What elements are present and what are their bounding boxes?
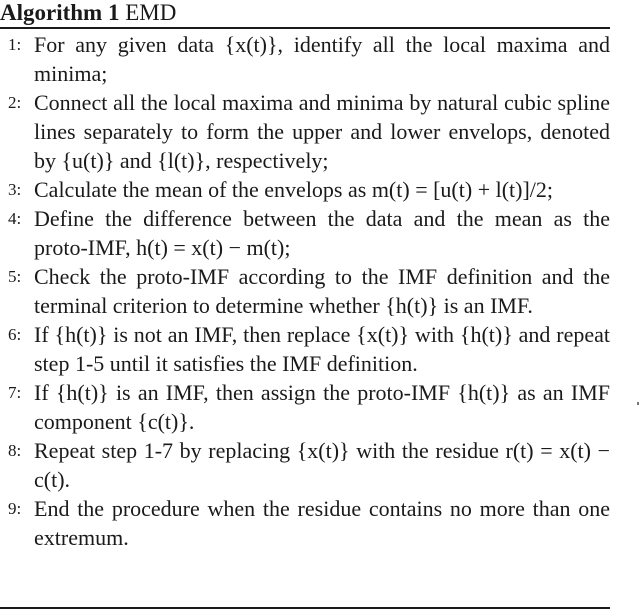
algorithm-step-3: [0, 175, 610, 204]
algorithm-block: [0, 0, 610, 29]
step-text: Define the difference between the data and the mean as the proto-IMF, h(t) = x(t) − m(t);: [34, 206, 610, 260]
step-number: 4 :: [8, 204, 21, 233]
page-edge-mark: [637, 402, 639, 405]
step-text: Calculate the mean of the envelops as m(t) = [u(t) + l(t)]/2;: [34, 177, 554, 202]
step-number: 3 :: [8, 175, 21, 204]
algorithm-step-9: [0, 494, 610, 552]
algorithm-label: Algorithm 1: [0, 0, 120, 25]
algorithm-step-7: [0, 378, 610, 436]
step-text: If {h(t)} is an IMF, then assign the proto-IMF {h(t)} as an IMF component {c(t)}.: [34, 380, 610, 434]
top-rule: [0, 27, 610, 29]
bottom-rule: [0, 607, 610, 609]
algorithm-step-2: [0, 88, 610, 175]
step-number: 8 :: [8, 436, 21, 465]
step-text: End the procedure when the residue contains no more than one extremum.: [34, 496, 610, 550]
algorithm-step-5: [0, 262, 610, 320]
step-number: 5 :: [8, 262, 21, 291]
step-number: 9 :: [8, 494, 21, 523]
step-text: If {h(t)} is not an IMF, then replace {x(t)} with {h(t)} and repeat step 1-5 until it satisfies the IMF definition.: [34, 322, 610, 376]
step-number: 2 :: [8, 88, 21, 117]
algorithm-step-1: [0, 30, 610, 88]
step-text: Repeat step 1-7 by replacing {x(t)} with the residue r(t) = x(t) − c(t).: [34, 438, 610, 492]
step-text: For any given data {x(t)}, identify all the local maxima and minima;: [34, 32, 610, 86]
algorithm-caption: [0, 0, 610, 27]
algorithm-name: EMD: [125, 0, 177, 25]
algorithm-step-4: [0, 204, 610, 262]
algorithm-steps: [0, 30, 610, 552]
step-number: 1 :: [8, 30, 21, 59]
algorithm-step-6: [0, 320, 610, 378]
step-number: 6 :: [8, 320, 21, 349]
step-text: Check the proto-IMF according to the IMF definition and the terminal criterion to determine whether {h(t)} is an IMF.: [34, 264, 610, 318]
step-text: Connect all the local maxima and minima by natural cubic spline lines separately to form the upper and lower envelops, denoted by {u(t)} and {l(t)}, respectively;: [34, 90, 610, 173]
step-number: 7 :: [8, 378, 21, 407]
algorithm-step-8: [0, 436, 610, 494]
